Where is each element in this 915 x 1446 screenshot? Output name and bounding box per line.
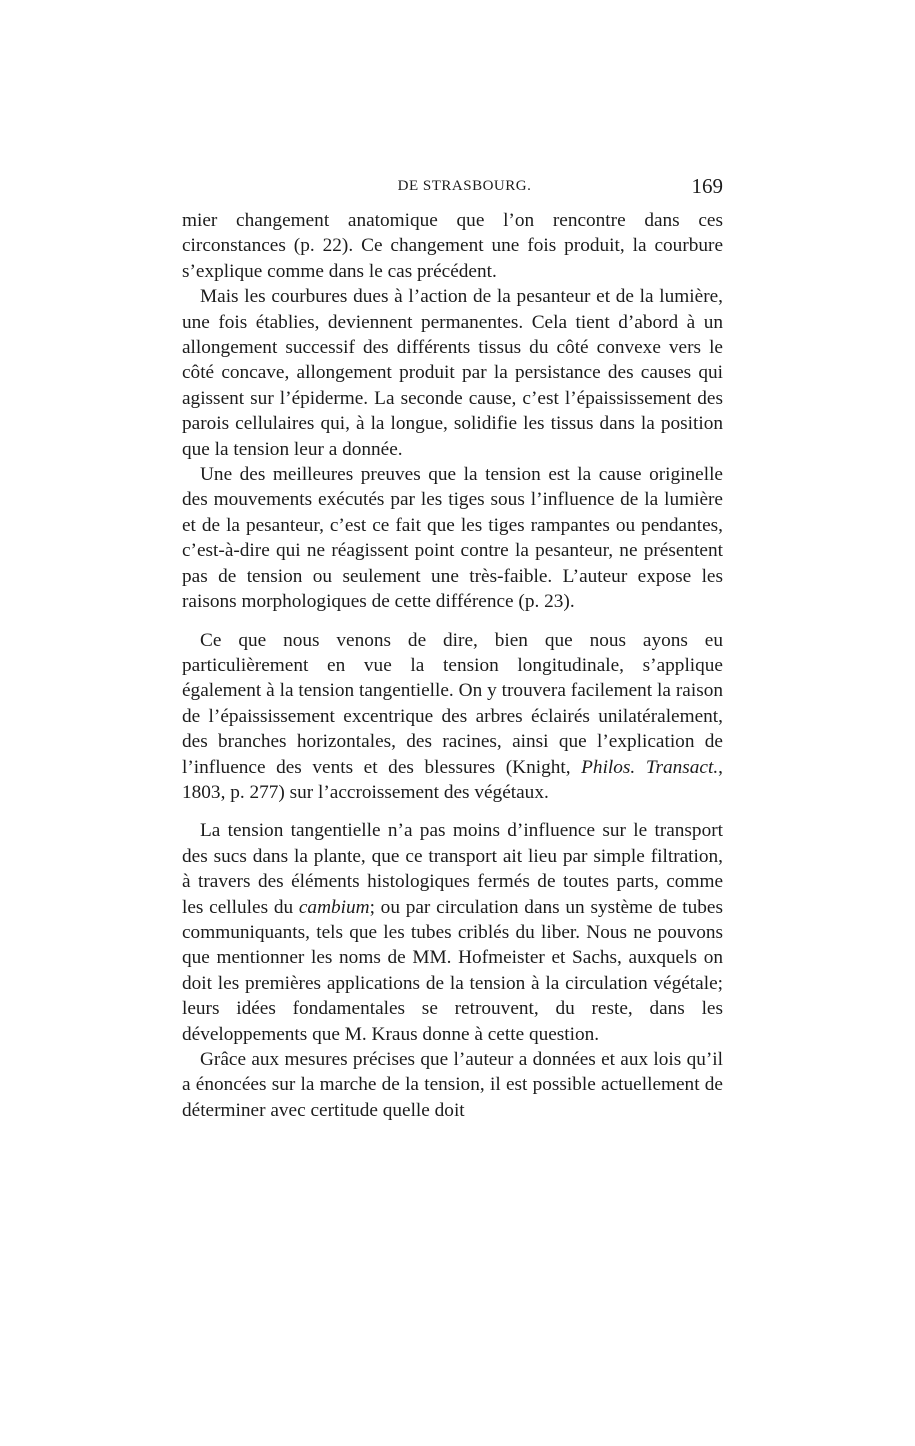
paragraph-5-text-end: ; ou par circulation dans un système de tubes communiquants, tels que les tubes criblés du liber. Nous ne pouvons que mentionner les noms de MM. Hofmeister et Sachs, auxquels on doit les premières applications de la tension à la circulation végétale; leurs idées fondamentales se retrouvent, du reste, dans les développements que M. Kraus donne à cette question. [182,896,723,1045]
paragraph-4-text-start: Ce que nous venons de dire, bien que nous ayons eu particulièrement en vue la tension longitudinale, s’applique également à la tension tangentielle. On y trouvera facilement la raison de l’épaississement excentrique des arbres éclairés unilatéralement, des branches horizontales, des racines, ainsi que l’explication de l’influence des vents et des blessures (Knight, [182,629,723,778]
paragraph-3: Une des meilleures preuves que la tension est la cause originelle des mouvements exécutés par les tiges sous l’influence de la lumière et de la pesanteur, c’est ce fait que les tiges rampantes ou pendantes, c’est-à-dire qui ne réagissent point contre la pesanteur, ne présentent pas de tension ou seulement une très-faible. L’auteur expose les raisons morphologiques de cette différence (p. 23). [182,464,723,613]
paragraph-2: Mais les courbures dues à l’action de la pesanteur et de la lumière, une fois établies, deviennent permanentes. Cela tient d’abord à un allongement successif des différents tissus du côté convexe vers le côté concave, allongement produit par la persistance des causes qui agissent sur l’épiderme. La seconde cause, c’est l’épaississement des parois cellulaires qui, à la longue, solidifie les tissus dans la position que la tension leur a donnée. [182,286,723,460]
book-page [182,174,723,1123]
paragraph-5-italic-term: cambium [298,896,370,918]
running-title: DE STRASBOURG. [397,178,532,194]
paragraph-4-text-end: , 1803, p. 277) sur l’accroissement des végétaux. [182,756,723,803]
paragraph-6: Grâce aux mesures précises que l’auteur a données et aux lois qu’il a énoncées sur la marche de la tension, il est possible actuellement de déterminer avec certitude quelle doit [182,1049,723,1121]
paragraph-4-italic-citation: Philos. Transact. [581,756,719,778]
page-header [182,174,723,204]
body-text [182,208,723,1123]
paragraph-5-text-start: La tension tangentielle n’a pas moins d’influence sur le transport des sucs dans la plante, que ce transport ait lieu par simple filtration, à travers des éléments histologiques fermés de toutes parts, comme les cellules du [182,820,723,918]
paragraph-4 [182,628,723,806]
paragraph-1: mier changement anatomique que l’on rencontre dans ces circonstances (p. 22). Ce changement une fois produit, la courbure s’explique comme dans le cas précédent. [182,210,723,282]
page-number: 169 [691,174,723,198]
paragraph-5 [182,818,723,1047]
